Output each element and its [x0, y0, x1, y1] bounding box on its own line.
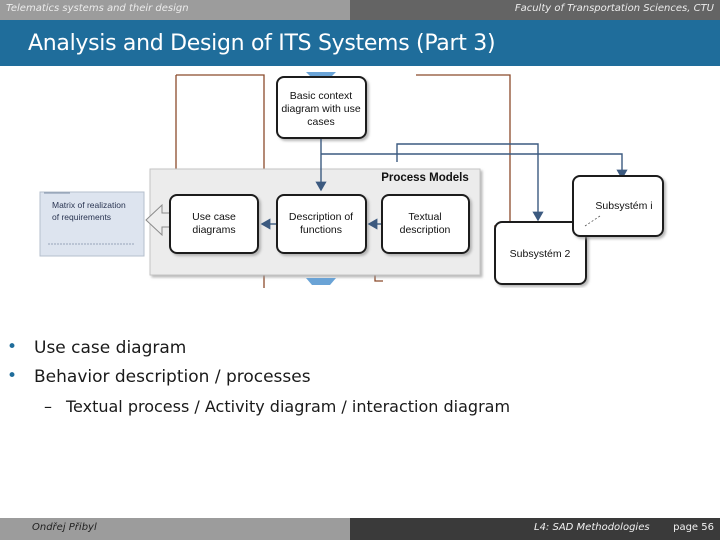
process-diagram	[0, 66, 720, 288]
subsystem-i-label: Subsystém i	[595, 200, 653, 212]
matrix-line-1: Matrix of realization	[52, 200, 126, 210]
functions-line-1: Description of	[288, 211, 354, 223]
sub-bullet-marker: –	[44, 397, 52, 416]
bullet-item-2: Behavior description / processes	[34, 367, 311, 387]
matrix-line-2: of requirements	[52, 212, 112, 222]
bullet-item-3: Textual process / Activity diagram / interaction diagram	[66, 397, 511, 416]
footer-left-bar	[0, 518, 350, 540]
bullet-marker: •	[7, 337, 18, 357]
process-models-label: Process Models	[381, 172, 469, 184]
page-number: page 56	[673, 522, 714, 533]
subsystem-2-label: Subsystém 2	[509, 248, 571, 260]
slide-title: Analysis and Design of ITS Systems (Part 3)	[28, 31, 496, 56]
course-name: Telematics systems and their design	[6, 3, 189, 14]
header-right-bar	[350, 0, 720, 20]
usecase-line-1: Use case	[192, 211, 236, 223]
footer	[0, 518, 720, 540]
author-name: Ondřej Přibyl	[32, 522, 97, 533]
bullet-item-1: Use case diagram	[34, 338, 187, 358]
functions-line-2: functions	[299, 224, 343, 236]
textual-line-1: Textual	[408, 211, 442, 223]
bullet-marker: •	[7, 366, 18, 386]
textual-line-2: description	[399, 224, 451, 236]
faculty-name: Faculty of Transportation Sciences, CTU	[514, 3, 714, 14]
footer-right-bar	[350, 518, 720, 540]
context-line-1: Basic context	[289, 90, 353, 102]
top-blue-arrow	[306, 72, 336, 76]
context-line-2: diagram with use	[281, 103, 361, 115]
header-left-bar	[0, 0, 350, 20]
bottom-blue-arrow	[306, 278, 336, 285]
usecase-line-2: diagrams	[192, 224, 236, 236]
lecture-name: L4: SAD Methodologies	[534, 522, 650, 533]
context-line-3: cases	[307, 116, 335, 128]
